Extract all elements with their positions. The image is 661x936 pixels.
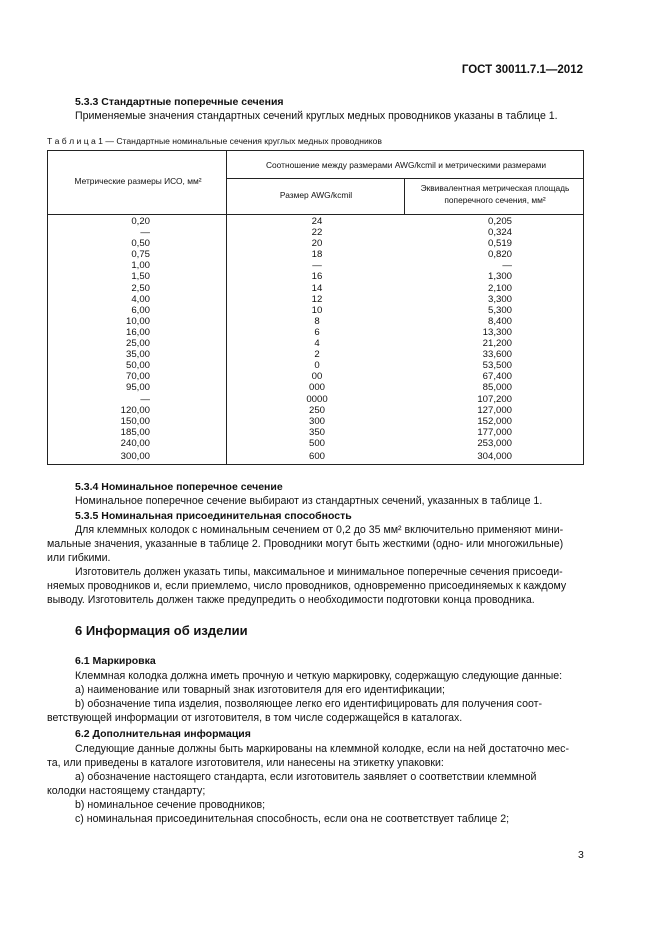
para-line: Для клеммных колодок с номинальным сечением от 0,2 до 35 мм² включительно применяют мини-	[75, 524, 564, 536]
table-cell-col3: 177,000	[477, 426, 512, 438]
col3-header: Эквивалентная метрическая площадь поперечного сечения, мм²	[420, 183, 570, 205]
table-cell-col3: 13,300	[482, 326, 512, 338]
table-cell-col2: 250	[308, 404, 325, 416]
col1-header: Метрические размеры ИСО, мм²	[74, 176, 202, 186]
table-1	[47, 150, 584, 465]
list-item: b) номинальное сечение проводников;	[75, 799, 266, 811]
table-row-last-col3: 304,000	[477, 451, 512, 462]
table-cell-col3: 8,400	[487, 315, 512, 327]
para-line: выводу. Изготовитель должен также предупредить о необходимости подготовки конца проводника.	[47, 594, 535, 606]
list-item: a) обозначение настоящего стандарта, если изготовитель заявляет о соответствии клеммной	[75, 771, 537, 783]
page-number: 3	[578, 849, 584, 861]
table-cell-col1: 120,00	[120, 404, 150, 416]
table-row-last-col1: 300,00	[120, 451, 150, 462]
table-cell-col3: 253,000	[477, 437, 512, 449]
table-cell-col1: 1,00	[131, 260, 150, 272]
list-item: a) наименование или товарный знак изготовителя для его идентификации;	[75, 684, 445, 696]
para-line: колодки настоящему стандарту;	[47, 785, 206, 797]
col2-header: Размер AWG/kcmil	[279, 190, 353, 200]
table-cell-col1: 240,00	[120, 437, 150, 449]
table-cell-col3: 0,519	[487, 238, 512, 250]
table-cell-col3: 0,820	[487, 249, 512, 261]
para-line: няемых проводников и, если приемлемо, число проводников, одновременно присоединяемых к каждому	[47, 580, 567, 592]
section-5-3-5-title: 5.3.5 Номинальная присоединительная способность	[75, 510, 352, 522]
section-6-1-title: 6.1 Маркировка	[75, 655, 156, 667]
list-item: b) обозначение типа изделия, позволяющее легко его идентифицировать для получения соот-	[75, 698, 543, 710]
table-cell-col2: 00	[311, 371, 323, 383]
table-cell-col1: 0,50	[131, 238, 150, 250]
table-cell-col3: 85,000	[482, 382, 512, 394]
table-cell-col3: 0,205	[487, 216, 512, 227]
table-cell-col2: 20	[311, 238, 323, 250]
table-cell-col1: —	[140, 227, 150, 239]
table-cell-col2: 2	[314, 349, 320, 361]
table-caption: Т а б л и ц а 1 — Стандартные номинальные сечения круглых медных проводников	[47, 136, 383, 146]
table-cell-col3: 3,300	[487, 293, 512, 305]
table-cell-col3: 107,200	[477, 393, 512, 405]
table-cell-col2: 8	[314, 315, 320, 327]
table-row-last-col2: 600	[308, 451, 325, 462]
table-cell-col3: 127,000	[477, 404, 512, 416]
table-cell-col2: 10	[311, 304, 323, 316]
group-header: Соотношение между размерами AWG/kcmil и метрическими размерами	[265, 160, 547, 170]
document-header: ГОСТ 30011.7.1—2012	[461, 64, 583, 76]
table-cell-col1: 150,00	[120, 415, 150, 427]
table-cell-col3: 53,500	[482, 360, 512, 372]
table-cell-col3: 5,300	[487, 304, 512, 316]
table-cell-col1: 4,00	[131, 293, 150, 305]
table-cell-col1: 95,00	[125, 382, 150, 394]
table-cell-col1: 2,50	[131, 282, 150, 294]
table-cell-col1: 50,00	[125, 360, 150, 372]
col2-values	[228, 216, 406, 449]
para-line: или гибкими.	[47, 552, 111, 564]
section-5-3-4-text: Номинальное поперечное сечение выбирают из стандартных сечений, указанных в таблице 1.	[75, 495, 543, 507]
table-cell-col2: —	[312, 260, 322, 272]
table-cell-col1: 6,00	[131, 304, 150, 316]
col3-values	[408, 216, 512, 449]
table-cell-col2: 22	[311, 227, 323, 239]
table-cell-col2: 12	[311, 293, 323, 305]
para-line: Клеммная колодка должна иметь прочную и четкую маркировку, содержащую следующие данные:	[75, 670, 563, 682]
table-cell-col1: 25,00	[125, 338, 150, 350]
para-line: Изготовитель должен указать типы, максимальное и минимальное поперечные сечения присоеди-	[75, 566, 563, 578]
table-cell-col3: 33,600	[482, 349, 512, 361]
table-cell-col3: 152,000	[477, 415, 512, 427]
table-cell-col2: 18	[311, 249, 323, 261]
table-cell-col2: 24	[311, 216, 323, 227]
table-cell-col1: 1,50	[131, 271, 150, 283]
table-cell-col2: 6	[314, 326, 320, 338]
table-cell-col2: 500	[308, 437, 325, 449]
table-cell-col1: 0,75	[131, 249, 150, 261]
table-cell-col1: 35,00	[125, 349, 150, 361]
section-5-3-4-title: 5.3.4 Номинальное поперечное сечение	[75, 481, 283, 493]
para-line: ветствующей информации от изготовителя, в том числе содержащейся в каталогах.	[47, 712, 463, 724]
table-cell-col2: 14	[311, 282, 323, 294]
col1-values	[48, 216, 150, 449]
table-cell-col2: 300	[308, 415, 325, 427]
table-cell-col1: 10,00	[125, 315, 150, 327]
table-cell-col3: 0,324	[487, 227, 512, 239]
table-cell-col2: 350	[308, 426, 325, 438]
table-cell-col1: 70,00	[125, 371, 150, 383]
section-5-3-3-text: Применяемые значения стандартных сечений круглых медных проводников указаны в таблице 1.	[75, 110, 558, 122]
table-cell-col1: 185,00	[120, 426, 150, 438]
section-5-3-3-title: 5.3.3 Стандартные поперечные сечения	[75, 96, 284, 108]
table-cell-col1: 16,00	[125, 326, 150, 338]
section-6-title: 6 Информация об изделии	[75, 623, 248, 638]
para-line: та, или приведены в каталоге изготовителя, или нанесены на этикетку упаковки:	[47, 757, 444, 769]
table-cell-col2: 0000	[306, 393, 328, 405]
para-line: мальные значения, указанные в таблице 2. Проводники могут быть жесткими (одно- или многожильные)	[47, 538, 564, 550]
section-6-2-title: 6.2 Дополнительная информация	[75, 728, 251, 740]
table-cell-col3: 2,100	[487, 282, 512, 294]
list-item: c) номинальная присоединительная способность, если она не соответствует таблице 2;	[75, 813, 510, 825]
table-cell-col3: 67,400	[482, 371, 512, 383]
table-cell-col1: 0,20	[131, 216, 150, 227]
para-line: Следующие данные должны быть маркированы на клеммной колодке, если на ней достаточно мес-	[75, 743, 569, 755]
table-cell-col1: —	[140, 393, 150, 405]
table-cell-col3: 1,300	[487, 271, 512, 283]
table-cell-col3: 21,200	[482, 338, 512, 350]
table-cell-col2: 16	[311, 271, 323, 283]
table-cell-col2: 000	[308, 382, 325, 394]
table-cell-col3: —	[502, 260, 512, 272]
table-cell-col2: 0	[314, 360, 320, 372]
table-cell-col2: 4	[314, 338, 320, 350]
